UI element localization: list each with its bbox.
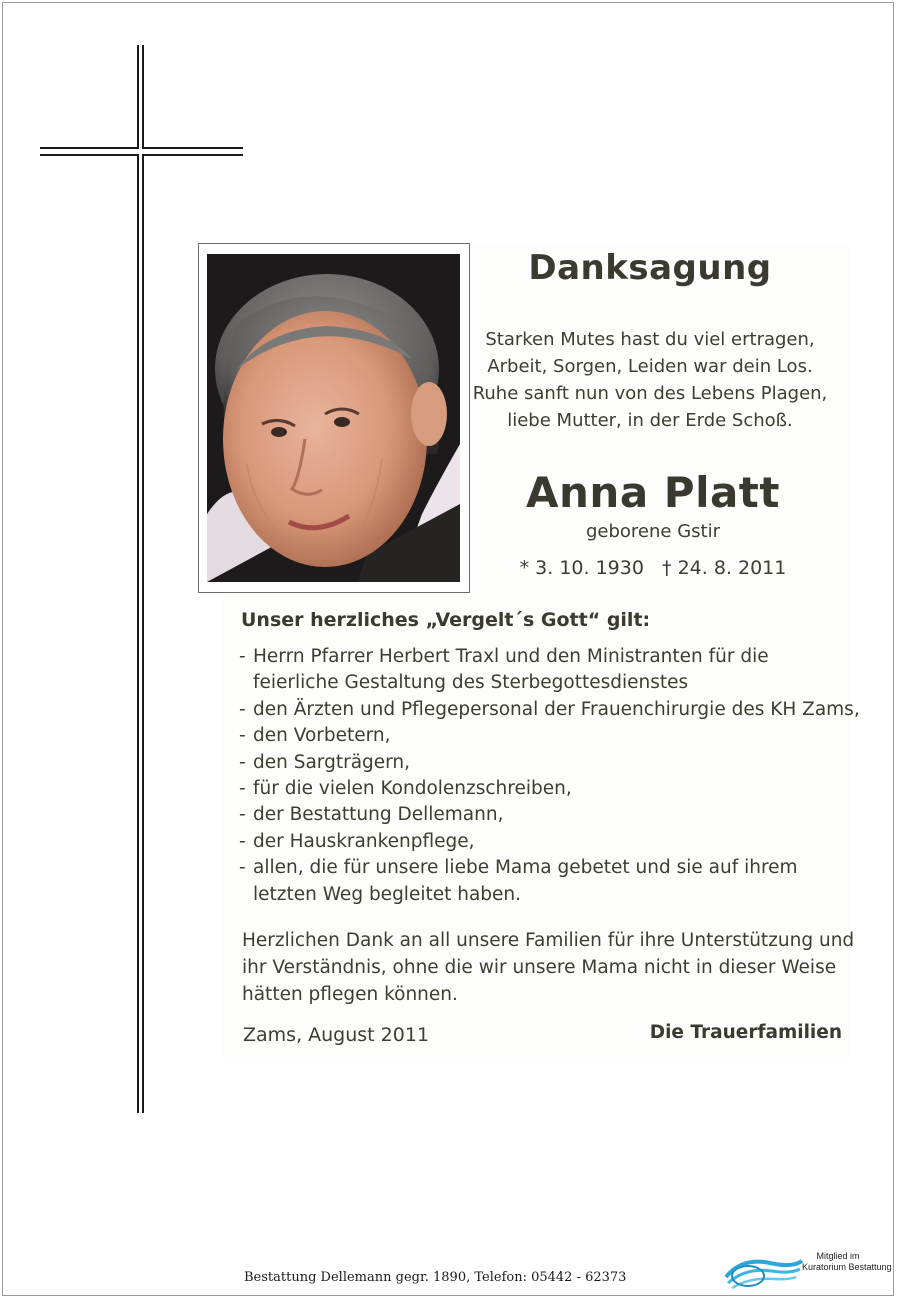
- thanks-list: [238, 644, 860, 908]
- list-item: - für die vielen Kondolenzschreiben,: [238, 776, 848, 802]
- list-item: - den Vorbetern,: [238, 723, 848, 749]
- portrait-photo: [207, 254, 460, 582]
- list-item: - der Bestattung Dellemann,: [238, 802, 848, 828]
- notice-title: Danksagung: [528, 248, 772, 288]
- poem-line: Starken Mutes hast du viel ertragen,: [485, 329, 815, 350]
- list-item: - der Hauskrankenpflege,: [238, 829, 848, 855]
- closing-line: ihr Verständnis, ohne die wir unsere Mama nicht in dieser Weise: [242, 957, 837, 978]
- thanks-heading: Unser herzliches „Vergelt´s Gott“ gilt:: [241, 609, 651, 631]
- footer-text: Bestattung Dellemann gegr. 1890, Telefon: 05442 - 62373: [244, 1270, 627, 1285]
- list-item: - den Sargträgern,: [238, 750, 848, 776]
- maiden-name: geborene Gstir: [585, 521, 720, 542]
- closing-line: hätten pflegen können.: [242, 984, 458, 1005]
- poem-line: Ruhe sanft nun von des Lebens Plagen,: [472, 383, 828, 404]
- life-dates: * 3. 10. 1930 † 24. 8. 2011: [519, 557, 787, 579]
- list-item: - den Ärzten und Pflegepersonal der Frauenchirurgie des KH Zams,: [238, 697, 848, 723]
- poem: [462, 326, 838, 434]
- logo-caption: Mitglied im Kuratorium Bestattung: [802, 1251, 892, 1272]
- closing-line: Herzlichen Dank an all unsere Familien für ihre Unterstützung und: [242, 930, 855, 951]
- poem-line: liebe Mutter, in der Erde Schoß.: [507, 410, 793, 431]
- list-item: - Herrn Pfarrer Herbert Traxl und den Ministranten für die feierliche Gestaltung des Sterbegottesdienstes: [238, 644, 848, 697]
- portrait-icon: [207, 254, 460, 582]
- list-item: - allen, die für unsere liebe Mama gebetet und sie auf ihrem letzten Weg begleitet haben.: [238, 855, 848, 908]
- portrait-photo-frame: [198, 243, 470, 593]
- deceased-name: Anna Platt: [526, 468, 780, 517]
- place-date: Zams, August 2011: [243, 1024, 430, 1046]
- closing-text: [242, 927, 855, 1008]
- poem-line: Arbeit, Sorgen, Leiden war dein Los.: [487, 356, 813, 377]
- signature: Die Trauerfamilien: [649, 1022, 842, 1043]
- cross-icon: [137, 45, 144, 1113]
